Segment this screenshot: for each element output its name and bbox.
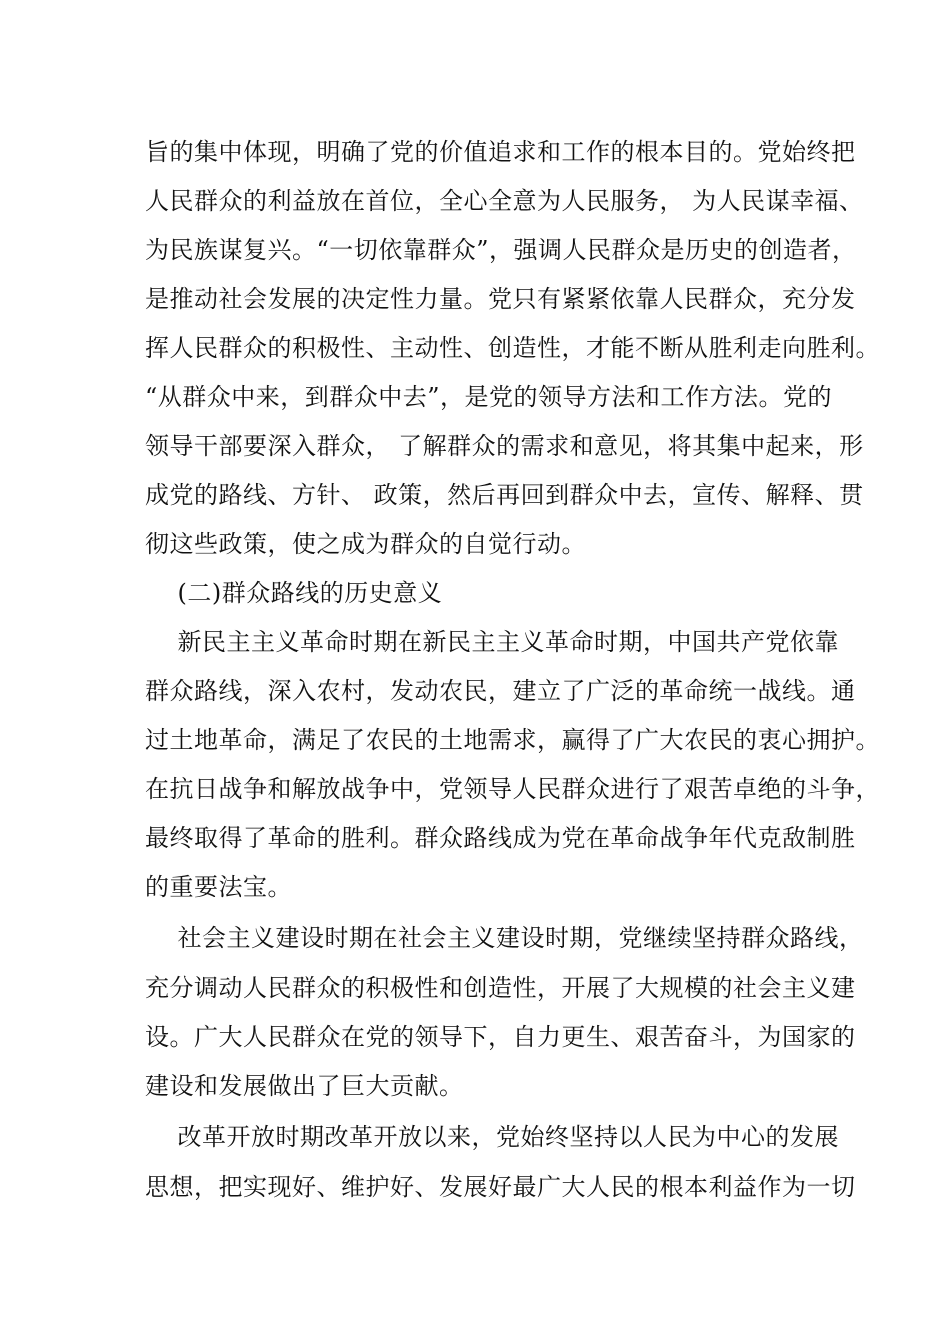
text-line: 旨的集中体现，明确了党的价值追求和工作的根本目的。党始终把 bbox=[145, 138, 856, 166]
text-line: 在抗日战争和解放战争中，党领导人民群众进行了艰苦卓绝的斗争， bbox=[145, 775, 880, 803]
text-line: 设。广大人民群众在党的领导下，自力更生、艰苦奋斗，为国家的 bbox=[145, 1023, 856, 1051]
text-line: 过土地革命，满足了农民的土地需求，赢得了广大农民的衷心拥护。 bbox=[145, 726, 880, 754]
text-line: 最终取得了革命的胜利。群众路线成为党在革命战争年代克敌制胜 bbox=[145, 824, 856, 852]
text-line: 新民主主义革命时期在新民主主义革命时期，中国共产党依靠 bbox=[145, 628, 840, 656]
text-line: 彻这些政策，使之成为群众的自觉行动。 bbox=[145, 530, 586, 558]
text-line: 建设和发展做出了巨大贡献。 bbox=[145, 1072, 464, 1100]
text-line: 挥人民群众的积极性、主动性、创造性，才能不断从胜利走向胜利。 bbox=[145, 334, 880, 362]
text-line: 社会主义建设时期在社会主义建设时期，党继续坚持群众路线， bbox=[145, 924, 864, 952]
text-line: 成党的路线、方针、 政策，然后再回到群众中去，宣传、解释、贯 bbox=[145, 481, 864, 509]
text-line: 的重要法宝。 bbox=[145, 873, 292, 901]
text-line: 为民族谋复兴。“一切依靠群众”，强调人民群众是历史的创造者， bbox=[145, 236, 857, 264]
text-line: 人民群众的利益放在首位，全心全意为人民服务， 为人民谋幸福、 bbox=[145, 187, 864, 215]
text-line: 思想，把实现好、维护好、发展好最广大人民的根本利益作为一切 bbox=[145, 1173, 856, 1201]
section-heading: (二)群众路线的历史意义 bbox=[145, 579, 443, 607]
text-line: 是推动社会发展的决定性力量。党只有紧紧依靠人民群众，充分发 bbox=[145, 285, 856, 313]
text-line: “从群众中来，到群众中去”，是党的领导方法和工作方法。党的 bbox=[145, 383, 833, 411]
text-line: 充分调动人民群众的积极性和创造性，开展了大规模的社会主义建 bbox=[145, 974, 856, 1002]
text-line: 改革开放时期改革开放以来，党始终坚持以人民为中心的发展 bbox=[145, 1123, 840, 1151]
text-line: 领导干部要深入群众， 了解群众的需求和意见，将其集中起来，形 bbox=[145, 432, 864, 460]
body-text bbox=[145, 128, 880, 1212]
text-line: 群众路线，深入农村，发动农民，建立了广泛的革命统一战线。通 bbox=[145, 677, 856, 705]
